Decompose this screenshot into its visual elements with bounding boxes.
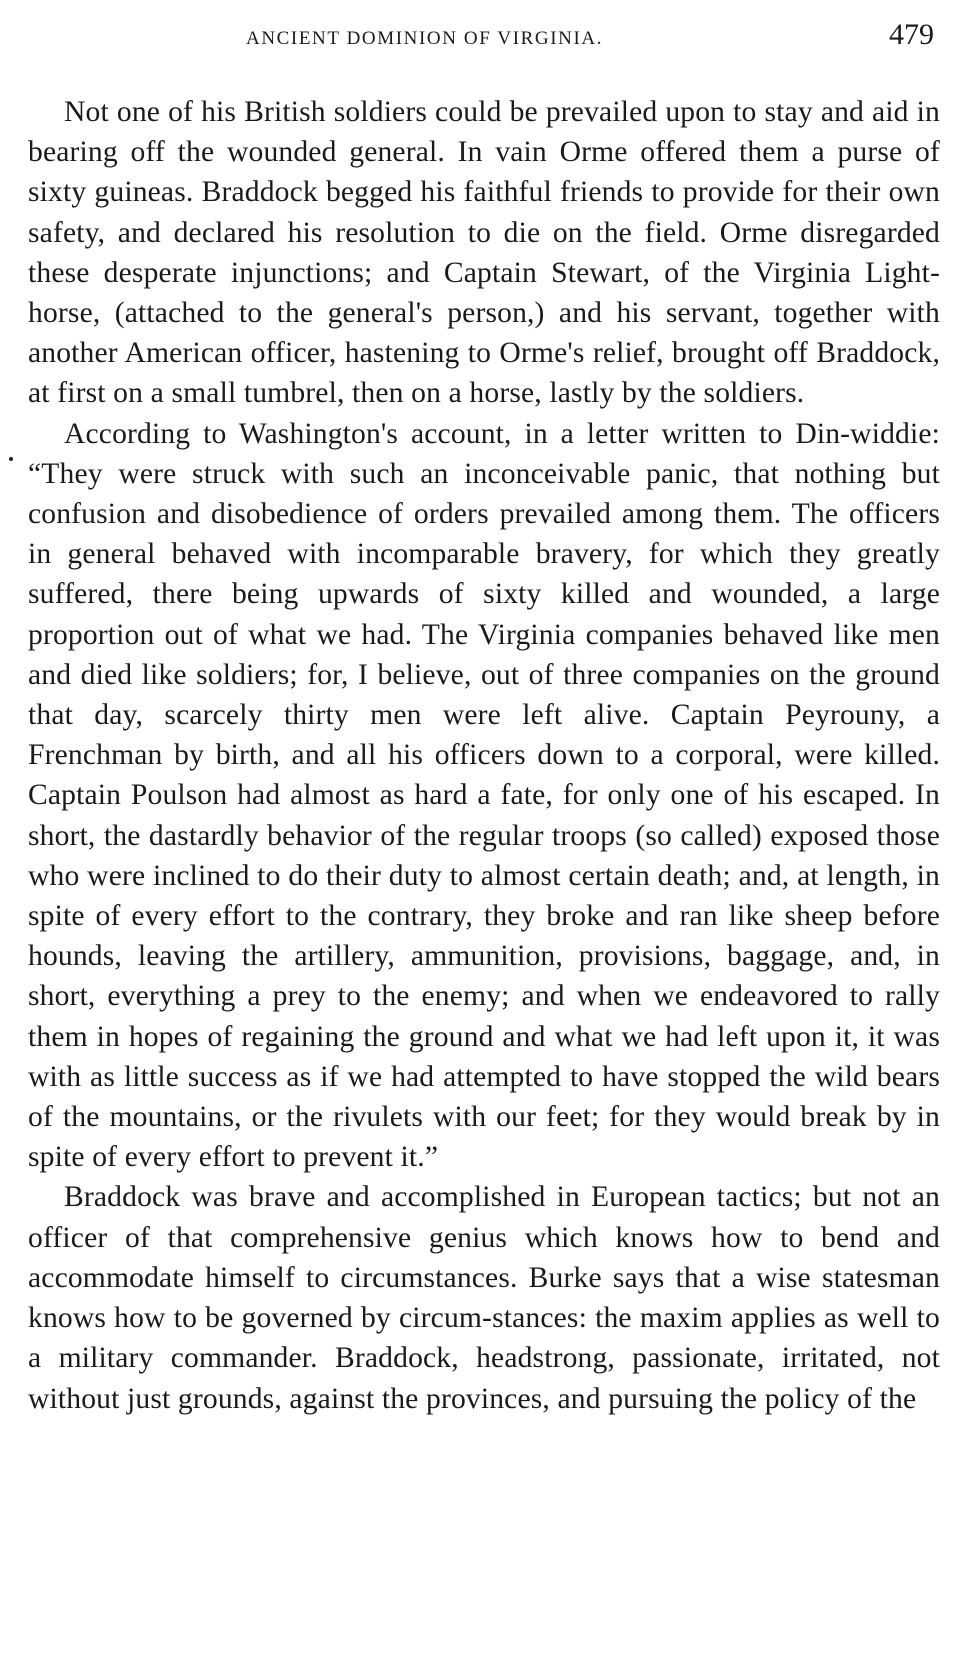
print-speck (9, 457, 13, 461)
paragraph-braddock-character: Braddock was brave and accomplished in European tactics; but not an officer of that comprehensive genius which knows how to bend and accommodate himself to circumstances. Burke says that a wise statesman knows how to be governed by circum-stances: the maxim applies as well to a military commander. Braddock, headstrong, passionate, irritated, not without just grounds, against the provinces, and pursuing the policy of the (28, 1181, 940, 1415)
paragraph-washington-letter: According to Washington's account, in a letter written to Din-widdie: “They were struck with such an inconceivable panic, that nothing but confusion and disobedience of orders prevailed among them. The officers in general behaved with incomparable bravery, for which they greatly suffered, there being upwards of sixty killed and wounded, a large proportion out of what we had. The Virginia companies behaved like men and died like soldiers; for, I believe, out of three companies on the ground that day, scarcely thirty men were left alive. Captain Peyrouny, a Frenchman by birth, and all his officers down to a corporal, were killed. Captain Poulson had almost as hard a fate, for only one of his escaped. In short, the dastardly behavior of the regular troops (so called) exposed those who were inclined to do their duty to almost certain death; and, at length, in spite of every effort to the contrary, they broke and ran like sheep before hounds, leaving the artillery, ammunition, provisions, baggage, and, in short, everything a prey to the enemy; and when we endeavored to rally them in hopes of regaining the ground and what we had left upon it, it was with as little success as if we had attempted to have stopped the wild bears of the mountains, or the rivulets with our feet; for they would break by in spite of every effort to prevent it.” (28, 417, 940, 1174)
page-number: 479 (889, 18, 934, 51)
running-title: ANCIENT DOMINION OF VIRGINIA. (246, 28, 604, 49)
book-page (28, 14, 940, 1419)
body-text (28, 92, 940, 1419)
paragraph-orme-rescue: Not one of his British soldiers could be prevailed upon to stay and aid in bearing off the wounded general. In vain Orme offered them a purse of sixty guineas. Braddock begged his faithful friends to provide for their own safety, and declared his resolution to die on the field. Orme disregarded these desperate injunctions; and Captain Stewart, of the Virginia Light-horse, (attached to the general's person,) and his servant, together with another American officer, hastening to Orme's relief, brought off Braddock, at first on a small tumbrel, then on a horse, lastly by the soldiers. (28, 96, 940, 410)
running-header (28, 14, 940, 54)
